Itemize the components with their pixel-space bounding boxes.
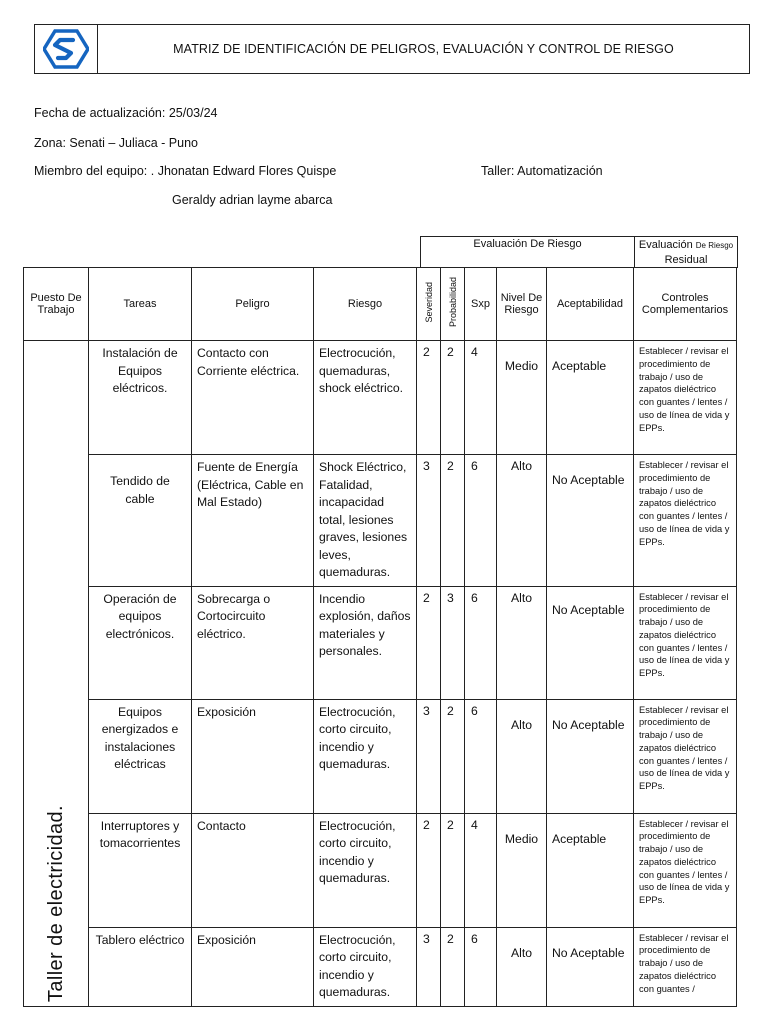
controles-cell: Establecer / revisar el procedimiento de trabajo / uso de zapatos dieléctrico con guantes / lentes / uso de línea de vida y EPPs. <box>634 699 737 813</box>
header-probabilidad <box>441 268 465 341</box>
probabilidad-cell: 2 <box>441 927 465 1006</box>
riesgo-cell: Electrocución, corto circuito, incendio y quemaduras. <box>314 927 417 1006</box>
nivel-cell: Alto <box>497 927 547 1006</box>
sxp-cell: 6 <box>465 699 497 813</box>
riesgo-cell: Shock Eléctrico, Fatalidad, incapacidad total, lesiones graves, lesiones leves, quemaduras. <box>314 455 417 587</box>
evaluacion-residual-label-1: Evaluación <box>638 239 693 251</box>
aceptabilidad-cell: No Aceptable <box>547 586 634 699</box>
table-row <box>24 927 737 1006</box>
evaluacion-residual-label-3: Residual <box>664 254 708 266</box>
tarea-cell: Tendido de cable <box>89 455 192 587</box>
header-puesto: Puesto De Trabajo <box>24 268 89 341</box>
controles-cell: Establecer / revisar el procedimiento de trabajo / uso de zapatos dieléctrico con guantes / lentes / uso de línea de vida y EPPs. <box>634 813 737 927</box>
header-probabilidad-label: Probabilidad <box>447 277 458 328</box>
logo-cell <box>35 25 98 73</box>
tarea-cell: Tablero eléctrico <box>89 927 192 1006</box>
probabilidad-cell: 2 <box>441 699 465 813</box>
severidad-cell: 2 <box>417 813 441 927</box>
evaluacion-residual-box <box>634 236 738 268</box>
header-severidad <box>417 268 441 341</box>
table-row <box>24 699 737 813</box>
severidad-cell: 3 <box>417 455 441 587</box>
taller-line <box>481 164 603 178</box>
controles-cell: Establecer / revisar el procedimiento de trabajo / uso de zapatos dieléctrico con guantes / <box>634 927 737 1006</box>
aceptabilidad-cell: No Aceptable <box>547 927 634 1006</box>
controles-cell: Establecer / revisar el procedimiento de trabajo / uso de zapatos dieléctrico con guantes / lentes / uso de línea de vida y EPPs. <box>634 455 737 587</box>
sxp-cell: 4 <box>465 341 497 455</box>
peligro-cell: Exposición <box>192 699 314 813</box>
aceptabilidad-cell: No Aceptable <box>547 699 634 813</box>
sxp-cell: 4 <box>465 813 497 927</box>
controles-cell: Establecer / revisar el procedimiento de trabajo / uso de zapatos dieléctrico con guantes / lentes / uso de línea de vida y EPPs. <box>634 586 737 699</box>
aceptabilidad-cell: No Aceptable <box>547 455 634 587</box>
miembro-line <box>34 164 336 178</box>
nivel-cell: Medio <box>497 813 547 927</box>
table-row <box>24 341 737 455</box>
severidad-cell: 3 <box>417 927 441 1006</box>
evaluacion-riesgo-label: Evaluación De Riesgo <box>473 238 582 250</box>
tarea-cell: Interruptores y tomacorrientes <box>89 813 192 927</box>
puesto-de-trabajo: Taller de electricidad. <box>44 805 67 1003</box>
document-header <box>34 24 750 74</box>
probabilidad-cell: 2 <box>441 813 465 927</box>
nivel-cell: Alto <box>497 699 547 813</box>
tarea-cell: Operación de equipos electrónicos. <box>89 586 192 699</box>
peligro-cell: Contacto <box>192 813 314 927</box>
sxp-cell: 6 <box>465 455 497 587</box>
peligro-cell: Fuente de Energía (Eléctrica, Cable en Mal Estado) <box>192 455 314 587</box>
peligro-cell: Sobrecarga o Cortocircuito eléctrico. <box>192 586 314 699</box>
sxp-cell: 6 <box>465 927 497 1006</box>
fecha-value: 25/03/24 <box>168 106 218 120</box>
aceptabilidad-cell: Aceptable <box>547 813 634 927</box>
company-logo-icon <box>43 29 89 69</box>
header-riesgo: Riesgo <box>314 268 417 341</box>
peligro-cell: Exposición <box>192 927 314 1006</box>
nivel-cell: Alto <box>497 455 547 587</box>
taller-label: Taller: <box>481 164 515 178</box>
riesgo-cell: Incendio explosión, daños materiales y personales. <box>314 586 417 699</box>
miembro-2: Geraldy adrian layme abarca <box>172 193 333 207</box>
tarea-cell: Equipos energizados e instalaciones eléctricas <box>89 699 192 813</box>
evaluacion-riesgo-box <box>420 236 635 268</box>
probabilidad-cell: 2 <box>441 341 465 455</box>
document-title: MATRIZ DE IDENTIFICACIÓN DE PELIGROS, EVALUACIÓN Y CONTROL DE RIESGO <box>173 42 674 56</box>
probabilidad-cell: 3 <box>441 586 465 699</box>
peligro-cell: Contacto con Corriente eléctrica. <box>192 341 314 455</box>
severidad-cell: 2 <box>417 586 441 699</box>
puesto-de-trabajo-cell <box>24 341 89 1007</box>
riesgo-cell: Electrocución, corto circuito, incendio y quemaduras. <box>314 699 417 813</box>
table-header-row <box>24 268 737 341</box>
evaluacion-residual-label-2: De Riesgo <box>695 241 734 250</box>
fecha-line <box>34 106 218 120</box>
severidad-cell: 2 <box>417 341 441 455</box>
header-tareas: Tareas <box>89 268 192 341</box>
zona-line: Zona: Senati – Juliaca - Puno <box>34 136 198 150</box>
probabilidad-cell: 2 <box>441 455 465 587</box>
riesgo-cell: Electrocución, quemaduras, shock eléctrico. <box>314 341 417 455</box>
nivel-cell: Alto <box>497 586 547 699</box>
table-row <box>24 813 737 927</box>
header-nivel: Nivel De Riesgo <box>497 268 547 341</box>
header-aceptabilidad: Aceptabilidad <box>547 268 634 341</box>
table-row <box>24 586 737 699</box>
controles-cell: Establecer / revisar el procedimiento de trabajo / uso de zapatos dieléctrico con guantes / lentes / uso de línea de vida y EPPs. <box>634 341 737 455</box>
miembro-label: Miembro del equipo: <box>34 164 148 178</box>
header-severidad-label: Severidad <box>423 282 434 323</box>
header-sxp: Sxp <box>465 268 497 341</box>
header-controles: Controles Complementarios <box>634 268 737 341</box>
miembro-1: . Jhonatan Edward Flores Quispe <box>150 164 337 178</box>
header-peligro: Peligro <box>192 268 314 341</box>
nivel-cell: Medio <box>497 341 547 455</box>
sxp-cell: 6 <box>465 586 497 699</box>
tarea-cell: Instalación de Equipos eléctricos. <box>89 341 192 455</box>
risk-matrix-table <box>23 267 737 1007</box>
aceptabilidad-cell: Aceptable <box>547 341 634 455</box>
severidad-cell: 3 <box>417 699 441 813</box>
taller-value: Automatización <box>517 164 603 178</box>
riesgo-cell: Electrocución, corto circuito, incendio y quemaduras. <box>314 813 417 927</box>
fecha-label: Fecha de actualización: <box>34 106 166 120</box>
table-row <box>24 455 737 587</box>
